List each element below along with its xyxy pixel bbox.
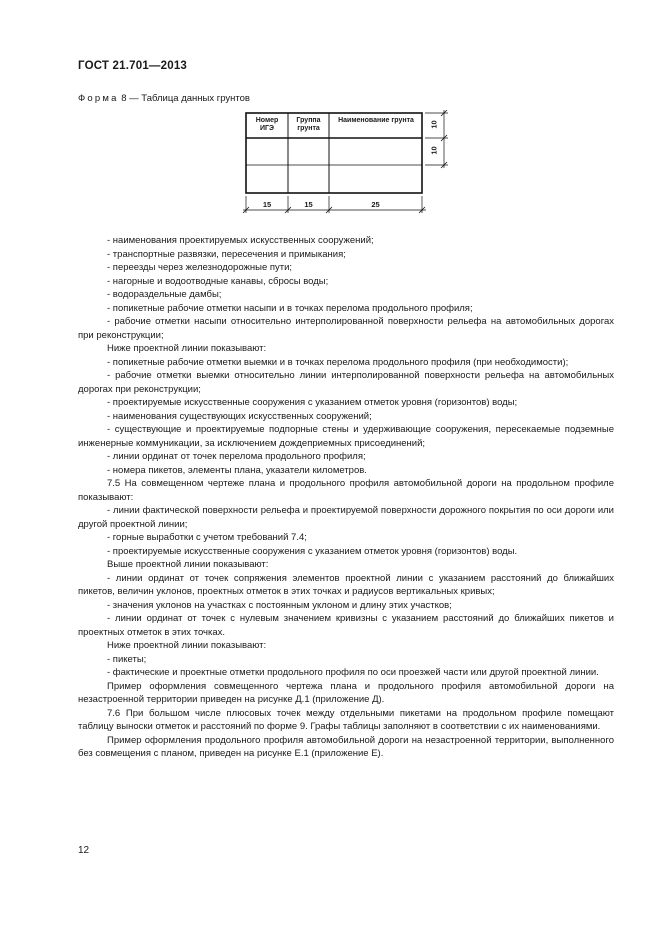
paragraph: - существующие и проектируемые подпорные стены и удерживающие сооружения, пересекаемые подземные инженерные коммуникации, за исключением дождеприемных присоединений; (78, 424, 614, 449)
paragraph: - фактические и проектные отметки продольного профиля по оси проезжей части или другой проектной линии. (107, 667, 599, 678)
dim-row-head: 10 (429, 120, 439, 129)
paragraph: Выше проектной линии показывают: (107, 559, 269, 570)
paragraph: - пикеты; (107, 653, 147, 665)
form-col-number: Номер ИГЭ (255, 117, 279, 132)
paragraph: - наименования проектируемых искусственных сооружений; (107, 235, 374, 246)
section-7-5: 7.5 На совмещенном чертеже плана и продольного профиля автомобильной дороги на продольном профиле показывают: (78, 478, 614, 503)
paragraph: - проектируемые искусственные сооружения с указанием отметок уровня (горизонтов) воды; (107, 397, 518, 408)
paragraph: - линии ординат от точек сопряжения элементов проектной линии с указанием расстояний до ближайших пикетов, величин уклонов, проектных отметок в этих точках и радиусов вертикальных кривых; (78, 572, 614, 597)
paragraph: - попикетные рабочие отметки насыпи и в точках перелома продольного профиля; (107, 302, 473, 314)
paragraph: - переезды через железнодорожные пути; (107, 262, 293, 273)
paragraph: - линии ординат от точек перелома продольного профиля; (107, 451, 366, 462)
dim-col-2: 15 (304, 200, 313, 209)
paragraph: - номера пикетов, элементы плана, указатели километров. (107, 464, 367, 476)
form-col-name: Наименование грунта (338, 117, 414, 124)
section-7-6: 7.6 При большом числе плюсовых точек между отдельными пикетами на продольном профиле помещают таблицу выноски отметок и расстояний по форме 9. Графы таблицы заполняют в соответствии с их наименованиями. (78, 707, 614, 732)
body-text (78, 234, 614, 761)
paragraph: - транспортные развязки, пересечения и примыкания; (107, 248, 346, 260)
dim-col-1: 15 (262, 200, 272, 209)
paragraph: - рабочие отметки выемки относительно линии интерполированной поверхности рельефа на автомобильных дорогах при реконструкции; (78, 370, 614, 395)
soil-data-form (230, 110, 460, 220)
paragraph: - рабочие отметки насыпи относительно интерполированной поверхности рельефа на автомобильных дорогах при реконструкции; (78, 316, 614, 341)
paragraph: - водораздельные дамбы; (107, 289, 222, 300)
form-caption (78, 93, 250, 104)
paragraph: - наименования существующих искусственных сооружений; (107, 410, 372, 422)
form-caption-word: Форма (78, 93, 119, 104)
form-caption-text: 8 — Таблица данных грунтов (121, 93, 250, 104)
document-header: ГОСТ 21.701—2013 (78, 60, 188, 72)
paragraph: - нагорные и водоотводные канавы, сбросы воды; (107, 275, 329, 287)
dim-col-3: 25 (371, 200, 380, 209)
paragraph: - линии фактической поверхности рельефа и проектируемой поверхности дорожного покрытия по оси дороги или другой проектной линии; (78, 505, 614, 530)
paragraph: Ниже проектной линии показывают: (107, 343, 267, 354)
paragraph: - линии ординат от точек с нулевым значением кривизны с указанием расстояний до ближайших пикетов и проектных отметок в этих точках. (78, 613, 614, 638)
paragraph: Пример оформления совмещенного чертежа плана и продольного профиля автомобильной дороги на незастроенной территории приведен на рисунке Д.1 (приложение Д). (78, 680, 614, 705)
dim-row: 10 (429, 146, 439, 155)
paragraph: - горные выработки с учетом требований 7.4; (107, 532, 307, 543)
page-number: 12 (78, 845, 90, 856)
paragraph: - попикетные рабочие отметки выемки и в точках перелома продольного профиля (при необходимости); (107, 356, 569, 368)
form-col-group: Группа грунта (296, 117, 321, 132)
paragraph: - проектируемые искусственные сооружения с указанием отметок уровня (горизонтов) воды. (107, 545, 518, 557)
paragraph: Пример оформления продольного профиля автомобильной дороги на незастроенной территории, выполненного без совмещения с планом, приведен на рисунке Е.1 (приложение Е). (78, 734, 614, 759)
paragraph: - значения уклонов на участках с постоянным уклоном и длину этих участков; (107, 599, 452, 611)
paragraph: Ниже проектной линии показывают: (107, 640, 267, 651)
